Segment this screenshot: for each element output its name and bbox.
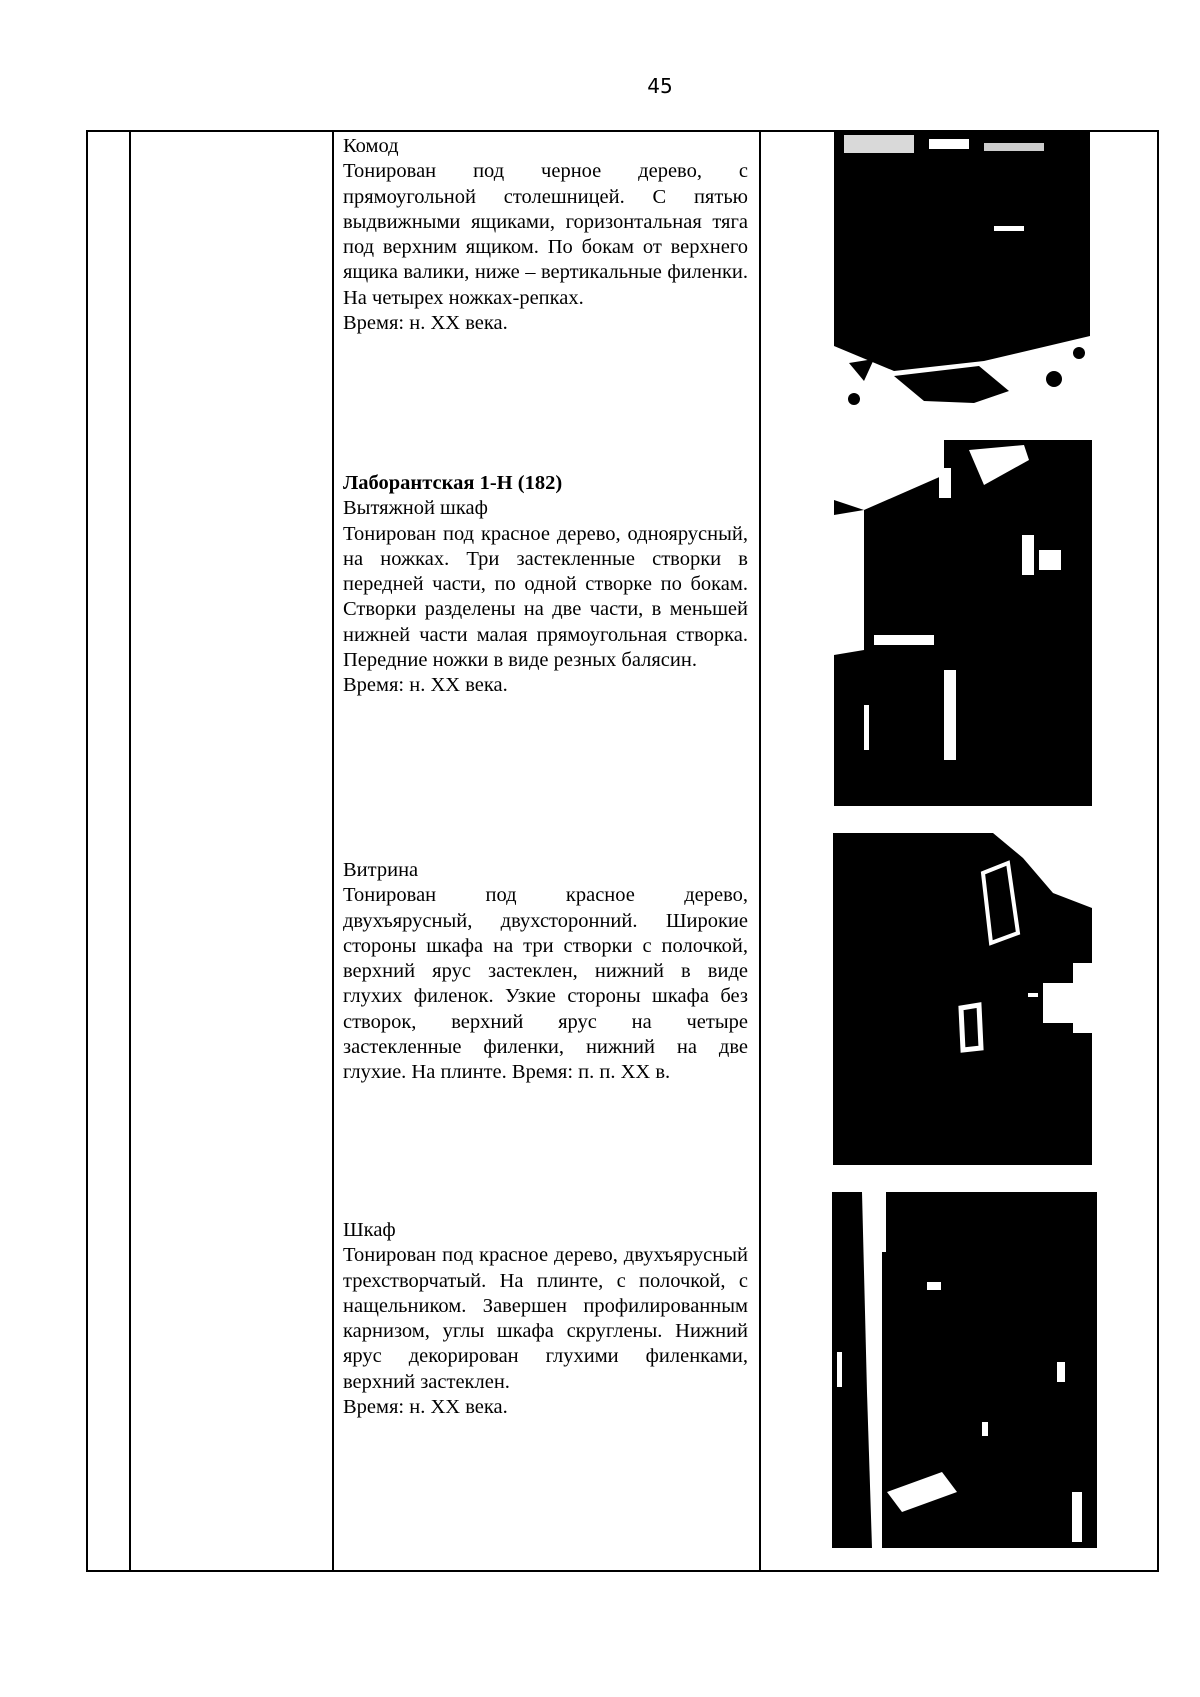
- entry-text-2: Тонирован под красное дерево, одноярусный, на ножках. Три застекленные створки в передней части, по одной створке по бокам. Створки разделены на две части, в меньшей нижней части малая прямоугольная створка. Передние ножки в виде резных балясин.: [343, 522, 748, 672]
- entry-text-4: Тонирован под красное дерево, двухъярусный трехстворчатый. На плинте, с полочкой, с нащельником. Завершен профилированным карнизом, углы шкафа скруглены. Нижний ярус декорирован глухими филенками, верхний застеклен.: [343, 1244, 748, 1393]
- entry-name-3: Витрина: [343, 859, 419, 881]
- entry-name-2: Вытяжной шкаф: [343, 497, 488, 520]
- entry-text-1: Тонирован под черное дерево, с прямоугольной столешницей. С пятью выдвижными ящиками, горизонтальная тяга под верхним ящиком. По бокам от верхнего ящика валики, ниже – вертикальные филенки. На четырех ножках-репках.: [343, 160, 748, 309]
- entry-text-3: Тонирован под красное дерево, двухъярусный, двухсторонний. Широкие стороны шкафа на три створки с полочкой, верхний ярус застеклен, нижний в виде глухих филенок. Узкие стороны шкафа без створок, верхний ярус на четыре застекленные филенки, нижний на две глухие. На плинте. Время: п. п. XX в.: [343, 884, 748, 1084]
- fume-cabinet-photo: [834, 440, 1092, 806]
- entry-description-1: [343, 134, 748, 336]
- entry-name-4: Шкаф: [343, 1219, 396, 1241]
- cabinet-photo: [832, 1192, 1097, 1548]
- column-divider-3: [759, 132, 761, 1570]
- chest-of-drawers-photo: [834, 131, 1090, 415]
- entry-time-1: Время: н. XX века.: [343, 312, 508, 335]
- entry-description-4: [343, 1218, 748, 1420]
- column-divider-1: [129, 132, 131, 1570]
- entry-time-2: Время: н. XX века.: [343, 674, 508, 697]
- entry-heading-2: Лаборантская 1-Н (182): [343, 472, 563, 494]
- entry-description-3: [343, 858, 748, 1086]
- column-divider-2: [332, 132, 334, 1570]
- entry-name-1: Комод: [343, 135, 399, 157]
- page-number: 45: [647, 74, 673, 98]
- entry-time-4: Время: н. XX века.: [343, 1396, 508, 1419]
- entry-description-2: [343, 471, 748, 699]
- display-case-photo: [833, 833, 1092, 1165]
